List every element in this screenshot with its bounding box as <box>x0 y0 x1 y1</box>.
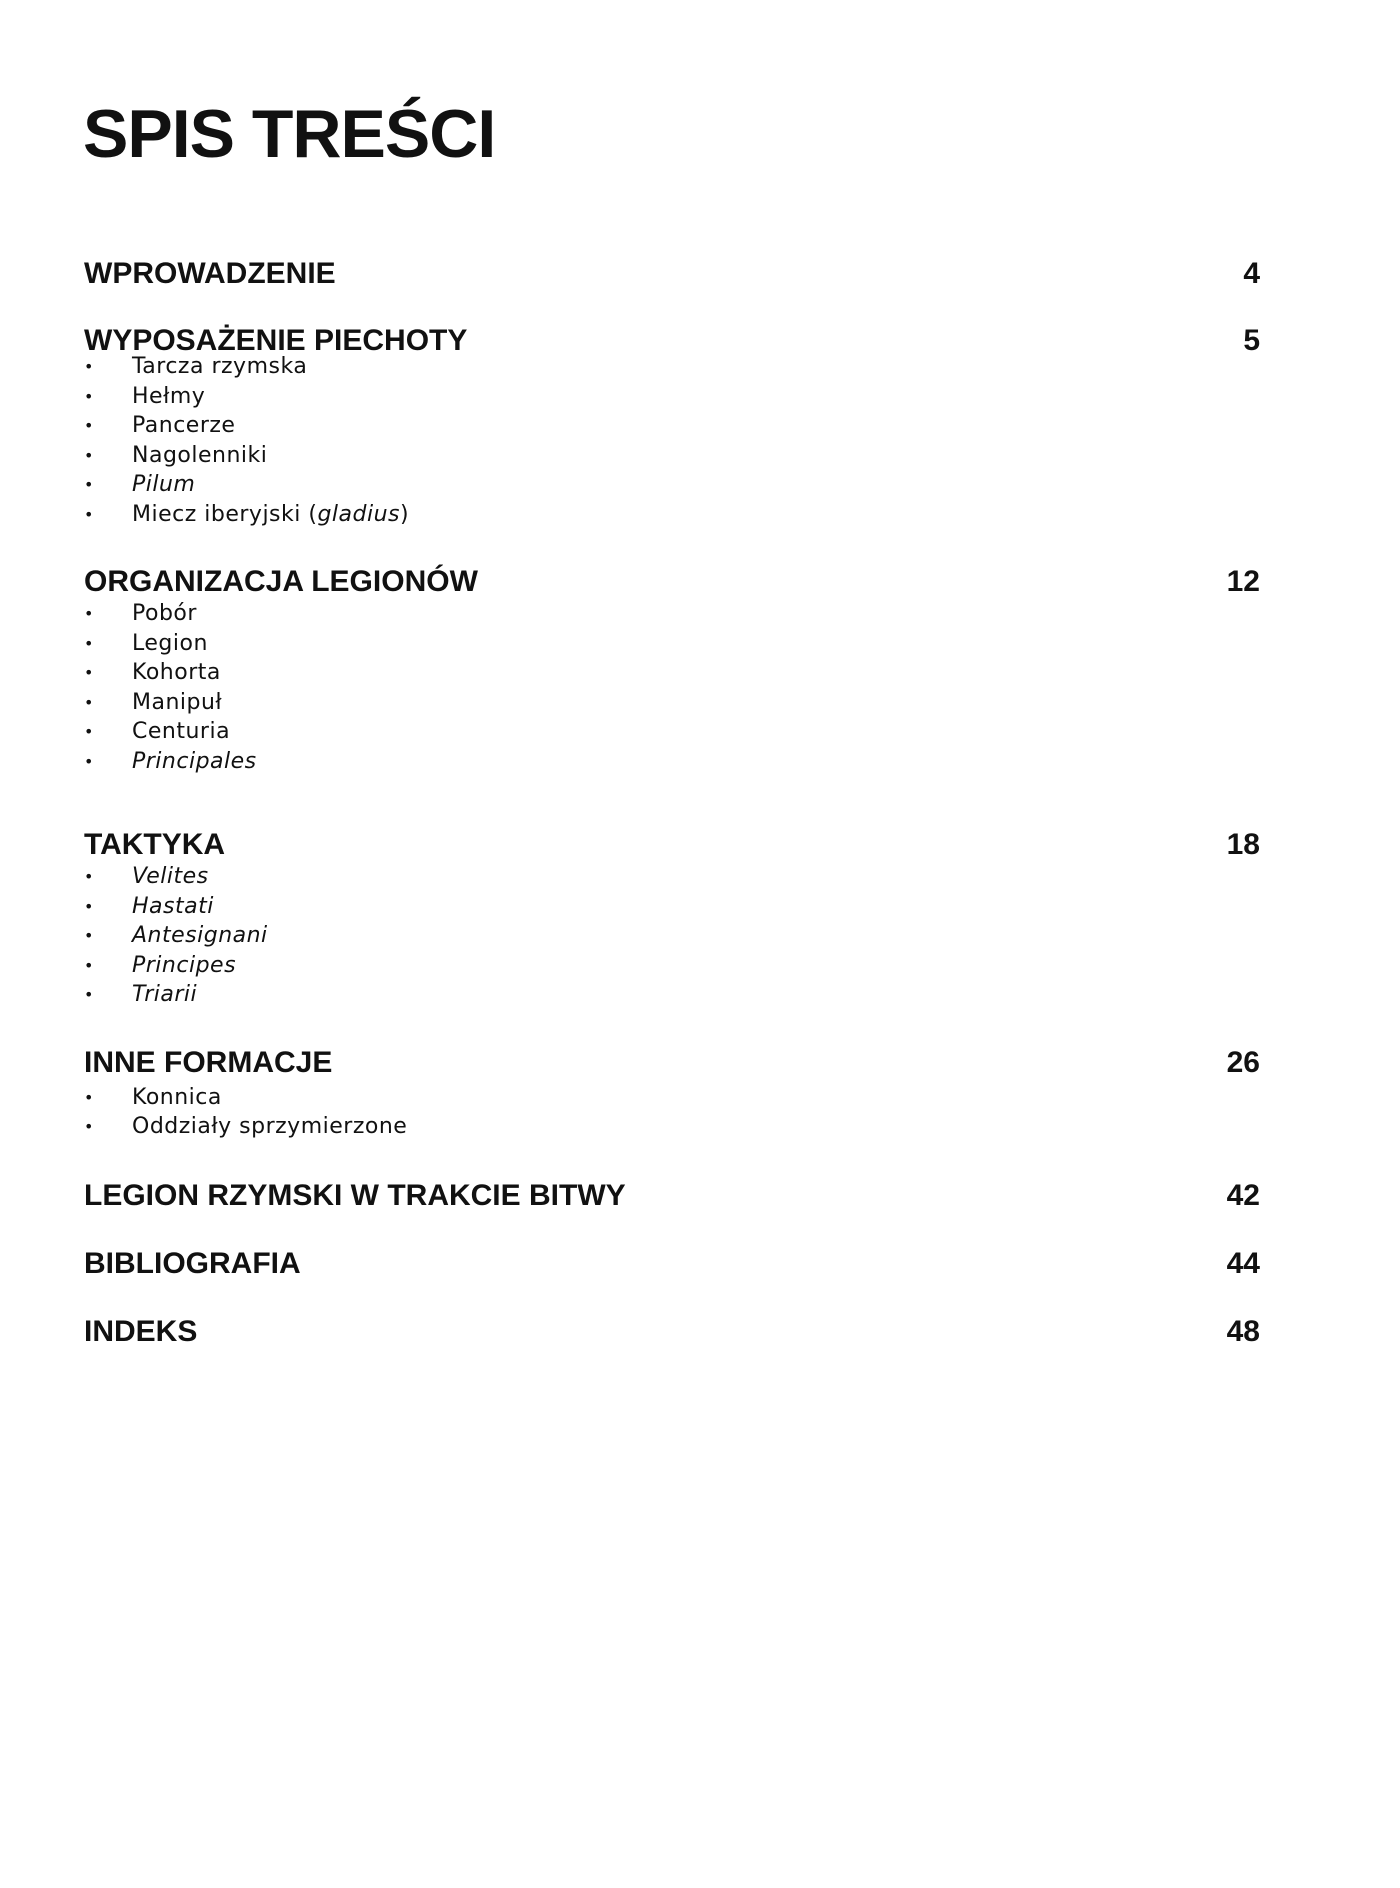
toc-section-wyposazenie <box>84 322 1260 529</box>
toc-section-title: INDEKS <box>84 1314 198 1348</box>
toc-subitem: • Tarcza rzymska <box>84 352 1260 382</box>
toc-section-title: LEGION RZYMSKI W TRAKCIE BITWY <box>84 1178 626 1212</box>
toc-subitem: • Pancerze <box>84 411 1260 441</box>
toc-subitem: • Antesignani <box>84 921 1260 951</box>
toc-subitem: • Pilum <box>84 470 1260 500</box>
toc-subitem: • Pobór <box>84 599 1260 629</box>
toc-entry[interactable] <box>84 1044 1260 1082</box>
page-title: SPIS TREŚCI <box>83 96 496 172</box>
toc-entry[interactable] <box>84 1245 1260 1283</box>
toc-subitem: • Principes <box>84 951 1260 981</box>
toc-section-title: WYPOSAŻENIE PIECHOTY <box>84 324 468 357</box>
toc-entry[interactable] <box>84 1177 1260 1215</box>
toc-section-title: ORGANIZACJA LEGIONÓW <box>84 565 478 598</box>
toc-section-taktyka <box>84 826 1260 1010</box>
toc-subitems <box>84 862 1260 1010</box>
toc-page-number: 12 <box>1226 565 1260 598</box>
toc-page-number: 48 <box>1226 1314 1260 1348</box>
toc-subitem: • Legion <box>84 629 1260 659</box>
toc-subitems <box>84 599 1260 776</box>
toc-section-title: TAKTYKA <box>84 828 226 861</box>
toc-subitems <box>84 1083 1260 1142</box>
subitem-text: Miecz iberyjski ( <box>132 501 318 527</box>
toc-subitem: • Oddziały sprzymierzone <box>84 1112 1260 1142</box>
toc-entry[interactable] <box>84 563 1260 601</box>
toc-page-number: 44 <box>1226 1246 1260 1280</box>
toc-subitem <box>84 500 1260 530</box>
toc-page-number: 26 <box>1226 1045 1260 1079</box>
subitem-latin-term: gladius <box>317 501 400 527</box>
toc-section-bibliografia <box>84 1245 1260 1283</box>
toc-subitem: • Kohorta <box>84 658 1260 688</box>
toc-section-title: WPROWADZENIE <box>84 257 336 290</box>
toc-page-number: 5 <box>1243 324 1260 357</box>
table-of-contents <box>84 255 1260 1351</box>
toc-subitem: • Manipuł <box>84 688 1260 718</box>
toc-subitem: • Triarii <box>84 980 1260 1010</box>
toc-page-number: 18 <box>1226 828 1260 861</box>
toc-subitem: • Velites <box>84 862 1260 892</box>
toc-section-title: INNE FORMACJE <box>84 1045 333 1079</box>
toc-entry[interactable] <box>84 255 1260 293</box>
toc-page-number: 4 <box>1243 257 1260 290</box>
toc-section-organizacja <box>84 563 1260 776</box>
toc-entry[interactable] <box>84 826 1260 864</box>
toc-subitem: • Hastati <box>84 892 1260 922</box>
toc-section-legion-bitwa <box>84 1177 1260 1215</box>
toc-subitems <box>84 352 1260 529</box>
subitem-text: ) <box>400 501 410 527</box>
toc-subitem: • Nagolenniki <box>84 441 1260 471</box>
toc-section-wprowadzenie <box>84 255 1260 293</box>
toc-section-title: BIBLIOGRAFIA <box>84 1246 301 1280</box>
toc-subitem: • Konnica <box>84 1083 1260 1113</box>
toc-page-number: 42 <box>1226 1178 1260 1212</box>
toc-section-inne-formacje <box>84 1044 1260 1142</box>
toc-section-indeks <box>84 1313 1260 1351</box>
toc-subitem: • Principales <box>84 747 1260 777</box>
toc-entry[interactable] <box>84 1313 1260 1351</box>
toc-subitem: • Centuria <box>84 717 1260 747</box>
toc-subitem: • Hełmy <box>84 382 1260 412</box>
